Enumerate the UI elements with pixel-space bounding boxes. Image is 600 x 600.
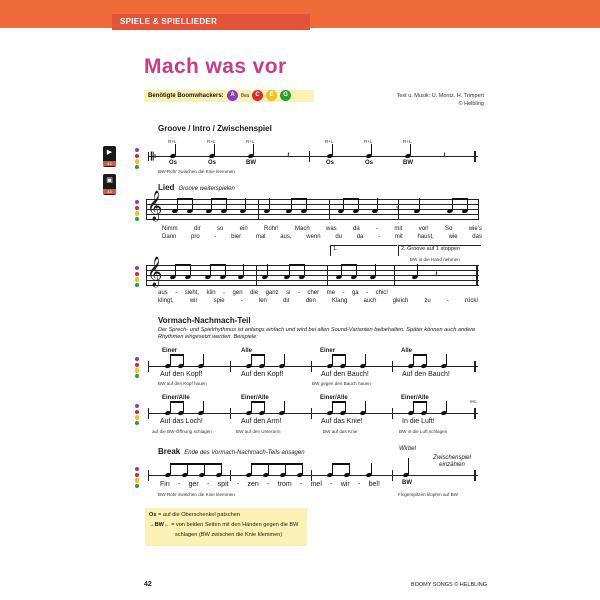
break-staff [148, 475, 478, 476]
speaker-icon: ▣ [106, 177, 113, 184]
legend-text: = auf die Oberschenkel patschen [158, 512, 240, 518]
groove-label: R+L [403, 139, 412, 144]
action-note: BW auf den Unterarm [236, 429, 281, 434]
credits [397, 92, 484, 108]
groove-syllable: Os [169, 160, 178, 166]
action-note: BW auf das Knie [323, 429, 358, 434]
break-note-right: Fingerspitzen klopfen auf BW [398, 492, 459, 497]
boomwhacker-color-icons [135, 200, 139, 221]
boomwhacker-list [227, 90, 291, 101]
treble-clef: 𝄞 [147, 257, 163, 287]
break-note-left: BW-Rohr zwischen die Knie klemmen [158, 492, 235, 497]
break-lyrics: Fin - ger - spit - zen - trom - mel - wir - bel! [160, 481, 380, 488]
break-heading: Break Ende des Vormach-Nachmach-Teils ansagen [158, 447, 305, 456]
volta-2: 2. Groove auf 1 stoppen [398, 245, 481, 256]
action-note: auf die BW-Öffnung schlagen [152, 429, 212, 434]
call-lyric: Auf den Arm! [241, 418, 282, 425]
song-title: Mach was vor [144, 55, 287, 78]
call-lyric: Auf den Bauch! [321, 371, 369, 378]
songbook-page: SPIELE & SPIELLIEDER Mach was vor Benötigte Boomwhackers: A 8va C E G Text u. Musik: U. Montz, H. Trimpert © Helbling ▶ 42 ▣ 43 Groove / Intro / Zwischenspiel 𝄆 𝄽 𝄽 R+L R+L R+L R+L R+L R+L Os Os BW Os Os BW BW-Rohr zwischen die Knie klemmen Lied Groove weiterspielen 𝄞 𝄾 Nimm dir so ein Rohr! Mach was da - mit vor! So wie’s Dann pro - bier mal aus, wenn du da - mit haust, wie das 1. 2. Groove auf 1 stoppen BW in die Hand nehmen 𝄞 𝄽 aus - sieht, klin - gen die ganz si - cher me - ga - chic! klingt, wir spie - len dir den Klang auch gleich zu - rück! Vormach-Nachmach-Teil Der Sprech- und Spielrhythmus ist anfangs einfach und wird bei allen Sound-Varianten beibehalten. Später können auch andere Rhythmen eingesetzt werden. Beispiele: Einer Alle Einer Alle Auf den Kopf! Auf den Kopf! Auf den Bauch! Auf den Bauch! BW auf den Kopf hauen BW gegen den Bauch hauen Einer/Alle Einer/Alle Einer/Alle Einer/Alle etc. Auf das Loch! Auf den Arm! Auf das Knie! In die Luft! auf die BW-Öffnung schlagen BW auf den Unterarm BW auf das Knie BW in die Luft schlagen Break Ende des Vormach-Nachmach-Teils ansagen Wirbel Zwischenspiel einzählen BW Fin - ger - spit - zen - trom - mel - wir - bel! BW-Rohr zwischen die Knie klemmen Fingerspitzen klopfen auf BW Os = auf die Oberschenkel patschen →BW← = von beiden Seiten mit den Händen gegen die BW schlagen (BW zwischen die Knie klemmen) 42 BOOMY SONGS © HELBLING [0, 0, 600, 600]
groove-staff [148, 156, 478, 157]
groove-label: R+L [246, 139, 255, 144]
action-note: BW auf den Kopf hauen [158, 381, 207, 386]
volta-1: 1. [330, 245, 397, 256]
boomwhacker-g: G [280, 90, 291, 101]
wirbel-label: Wirbel [399, 446, 416, 452]
call-lyric: Auf den Kopf! [241, 371, 284, 378]
playback-button[interactable] [103, 174, 116, 195]
legend-box [145, 508, 307, 546]
role-label: Einer [320, 348, 336, 354]
treble-clef: 𝄞 [147, 191, 163, 221]
credit-publisher: © Helbling [458, 101, 484, 107]
zwischenspiel-label: Zwischenspiel einzählen [433, 455, 471, 468]
boomwhacker-color-icons [135, 404, 139, 425]
groove-syllable: Os [365, 160, 374, 166]
legend-symbol-os: Os [149, 512, 157, 518]
boomwhacker-color-icons [135, 357, 139, 378]
groove-label: R+L [168, 139, 177, 144]
etc-label: etc. [470, 399, 478, 404]
role-label: Einer/Alle [320, 395, 348, 401]
role-label: Einer/Alle [401, 395, 429, 401]
lied-lyrics-2b: klingt, wir spie - len dir den Klang auch gleich zu - rück! [158, 298, 478, 304]
groove-label: R+L [325, 139, 334, 144]
role-label: Alle [401, 348, 413, 354]
boomwhacker-color-icons [135, 266, 139, 287]
lied-heading: Lied Groove weiterspielen [158, 183, 235, 192]
role-label: Einer [162, 348, 178, 354]
groove-note: BW-Rohr zwischen die Knie klemmen [158, 169, 235, 174]
groove-heading: Groove / Intro / Zwischenspiel [158, 124, 272, 133]
legend-symbol-bw: →BW← [149, 522, 170, 528]
boomwhacker-a: A [227, 90, 238, 101]
page-number: 42 [144, 581, 152, 588]
needed-boomwhackers-label: Benötigte Boomwhackers: [144, 90, 314, 102]
legend-text: = von beiden Seiten mit den Händen gegen die BW [171, 522, 299, 528]
boomwhacker-color-icons [135, 148, 139, 169]
lied-staff-2 [146, 265, 479, 285]
groove-label: R+L [207, 139, 216, 144]
groove-label: R+L [364, 139, 373, 144]
volta-2-note: BW in die Hand nehmen [410, 257, 460, 262]
bw-label: BW [402, 480, 412, 486]
boomwhacker-a-octave: 8va [241, 92, 250, 99]
boomwhacker-c: C [252, 90, 263, 101]
track-number: 43 [103, 189, 116, 194]
groove-syllable: BW [246, 160, 256, 166]
call-lyric: In die Luft! [402, 418, 435, 425]
groove-syllable: BW [403, 160, 413, 166]
footer-credit: BOOMY SONGS © HELBLING [410, 582, 487, 588]
repeat-start: 𝄆 [151, 151, 157, 163]
lied-staff-1 [146, 199, 479, 219]
legend-text: schlagen (BW zwischen die Knie klemmen) [175, 532, 283, 538]
track-number: 42 [103, 161, 116, 166]
boomwhacker-e: E [266, 90, 277, 101]
role-label: Einer/Alle [241, 395, 269, 401]
lied-lyrics-1: Nimm dir so ein Rohr! Mach was da - mit vor! So wie’s [162, 226, 482, 232]
action-note: BW in die Luft schlagen [399, 429, 448, 434]
call-lyric: Auf den Kopf! [160, 371, 203, 378]
play-audio-button[interactable] [103, 146, 116, 167]
play-icon: ▶ [106, 149, 113, 156]
boomwhacker-color-icons [135, 467, 139, 488]
groove-syllable: Os [326, 160, 335, 166]
action-note: BW gegen den Bauch hauen [312, 381, 371, 386]
section-tab: SPIELE & SPIELLIEDER [112, 14, 310, 30]
groove-syllable: Os [208, 160, 217, 166]
lied-lyrics-1b: Dann pro - bier mal aus, wenn du da - mit haust, wie das [162, 234, 482, 240]
credit-authors: Text u. Musik: U. Montz, H. Trimpert [396, 93, 484, 99]
vormach-heading: Vormach-Nachmach-Teil [158, 316, 251, 325]
lied-lyrics-2: aus - sieht, klin - gen die ganz si - cher me - ga - chic! [158, 290, 388, 296]
vormach-description: Der Sprech- und Spielrhythmus ist anfangs einfach und wird bei allen Sound-Varianten beibehalten. Später können auch andere Rhythmen eingesetzt werden. Beispiele: [158, 327, 476, 341]
call-lyric: Auf das Loch! [160, 418, 203, 425]
role-label: Einer/Alle [162, 395, 190, 401]
call-lyric: Auf den Bauch! [402, 371, 450, 378]
role-label: Alle [241, 348, 253, 354]
call-lyric: Auf das Knie! [321, 418, 363, 425]
